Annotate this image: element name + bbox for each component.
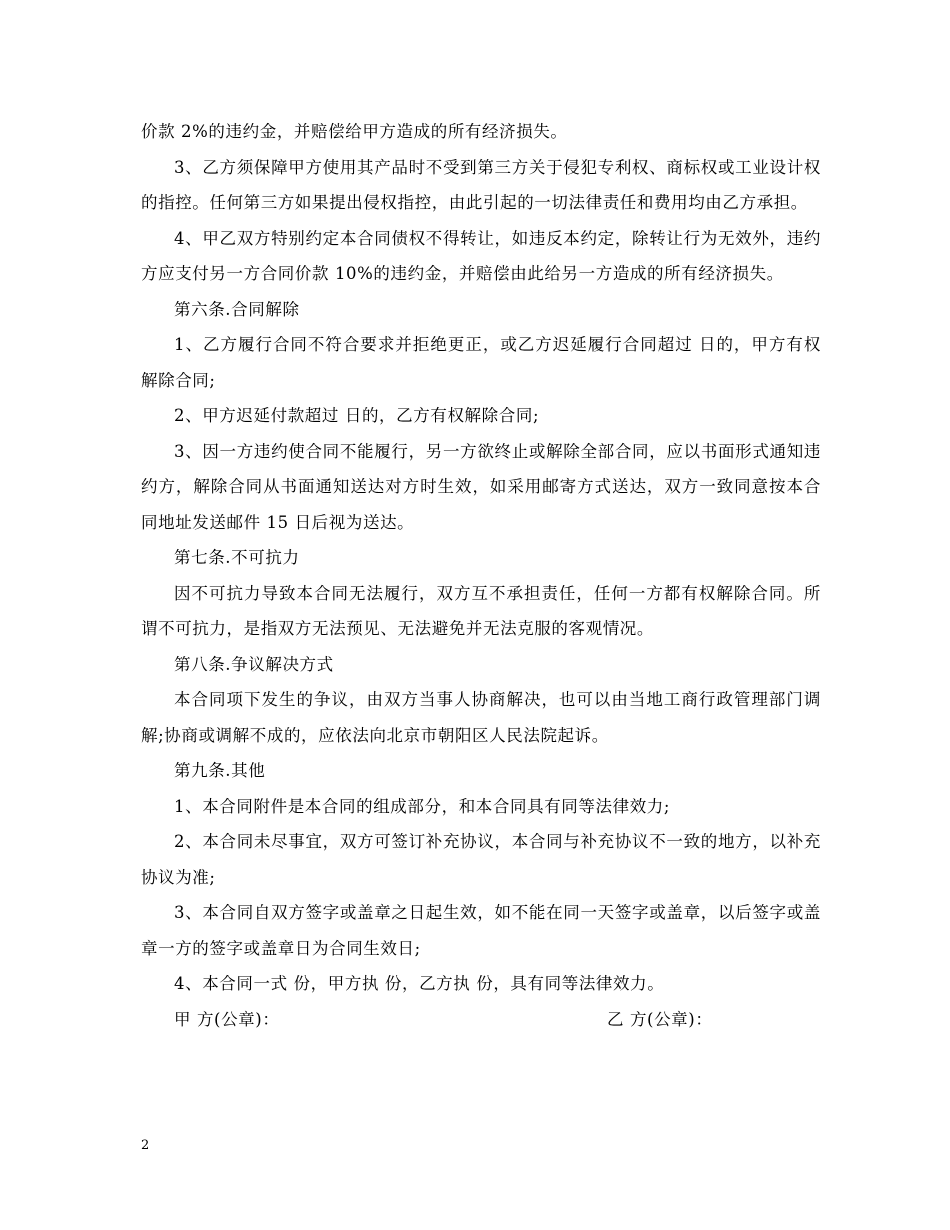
page-number: 2 (141, 1138, 150, 1153)
paragraph: 价款 2%的违约金，并赔偿给甲方造成的所有经济损失。 (141, 122, 568, 141)
section-heading: 第七条.不可抗力 (174, 548, 300, 567)
paragraph: 本合同项下发生的争议，由双方当事人协商解决，也可以由当地工商行政管理部门调解;协商或调解不成的，应依法向北京市朝阳区人民法院起诉。 (141, 690, 821, 745)
paragraph: 1、乙方履行合同不符合要求并拒绝更正，或乙方迟延履行合同超过 日的，甲方有权解除合同; (141, 335, 821, 390)
paragraph: 因不可抗力导致本合同无法履行，双方互不承担责任，任何一方都有权解除合同。所谓不可抗力，是指双方无法预见、无法避免并无法克服的客观情况。 (141, 583, 821, 638)
signature-row (141, 1002, 821, 1038)
paragraph: 4、甲乙双方特别约定本合同债权不得转让，如违反本约定，除转让行为无效外，违约方应支付另一方合同价款 10%的违约金，并赔偿由此给另一方造成的所有经济损失。 (141, 228, 821, 283)
paragraph: 3、本合同自双方签字或盖章之日起生效，如不能在同一天签字或盖章，以后签字或盖章一方的签字或盖章日为合同生效日; (141, 903, 821, 958)
section-heading: 第八条.争议解决方式 (174, 654, 334, 674)
paragraph: 2、本合同未尽事宜，双方可签订补充协议，本合同与补充协议不一致的地方，以补充协议为准; (141, 832, 821, 887)
paragraph: 4、本合同一式 份，甲方执 份，乙方执 份，具有同等法律效力。 (174, 974, 665, 993)
section-heading: 第九条.其他 (174, 761, 266, 780)
section-heading: 第六条.合同解除 (174, 299, 300, 319)
party-a-seal-label: 甲 方(公章)： (174, 1009, 280, 1029)
paragraph: 1、本合同附件是本合同的组成部分，和本合同具有同等法律效力; (174, 796, 671, 816)
paragraph: 3、因一方违约使合同不能履行，另一方欲终止或解除全部合同，应以书面形式通知违约方，解除合同从书面通知送达对方时生效，如采用邮寄方式送达，双方一致同意按本合同地址发送邮件 15 日后视为送达。 (141, 441, 821, 532)
party-b-seal-label: 乙 方(公章)： (607, 1009, 713, 1029)
document-body (141, 114, 821, 1037)
paragraph: 2、甲方迟延付款超过 日的，乙方有权解除合同; (174, 406, 540, 425)
paragraph: 3、乙方须保障甲方使用其产品时不受到第三方关于侵犯专利权、商标权或工业设计权的指控。任何第三方如果提出侵权指控，由此引起的一切法律责任和费用均由乙方承担。 (141, 157, 821, 212)
